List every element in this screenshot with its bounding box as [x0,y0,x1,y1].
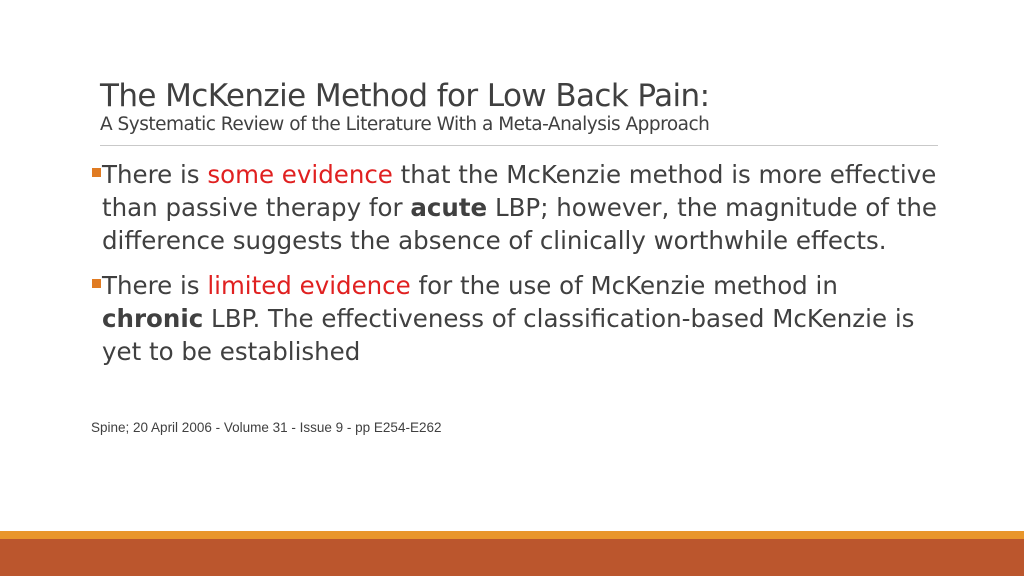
bullet-highlight: limited evidence [207,271,411,300]
square-bullet-icon [92,279,101,288]
slide-subtitle: A Systematic Review of the Literature With a Meta-Analysis Approach [100,114,710,135]
title-block [100,78,940,136]
bullet-text: LBP; however, the magnitude of the difference suggests the absence of clinically worthwhile effects. [102,193,938,255]
square-bullet-icon [92,168,101,177]
slide-title: The McKenzie Method for Low Back Pain: [100,78,710,114]
bullet-text: There is [102,160,208,189]
bullet-item [92,269,942,368]
citation: Spine; 20 April 2006 - Volume 31 - Issue 9 - pp E254-E262 [91,420,442,435]
bullet-text: LBP. The effectiveness of classification-based McKenzie is yet to be established [102,304,915,366]
bullet-text: that the McKenzie method is more effective than passive therapy for [102,160,937,222]
bullet-highlight: some evidence [207,160,393,189]
bullet-item [92,158,942,257]
footer-stripe [0,531,1024,539]
title-divider [100,145,938,146]
bullet-bold: acute [410,193,488,222]
bullet-text: There is [102,271,208,300]
footer-bar [0,539,1024,576]
bullet-text: for the use of McKenzie method in [410,271,838,300]
bullet-bold: chronic [102,304,204,333]
bullet-list [92,158,942,380]
